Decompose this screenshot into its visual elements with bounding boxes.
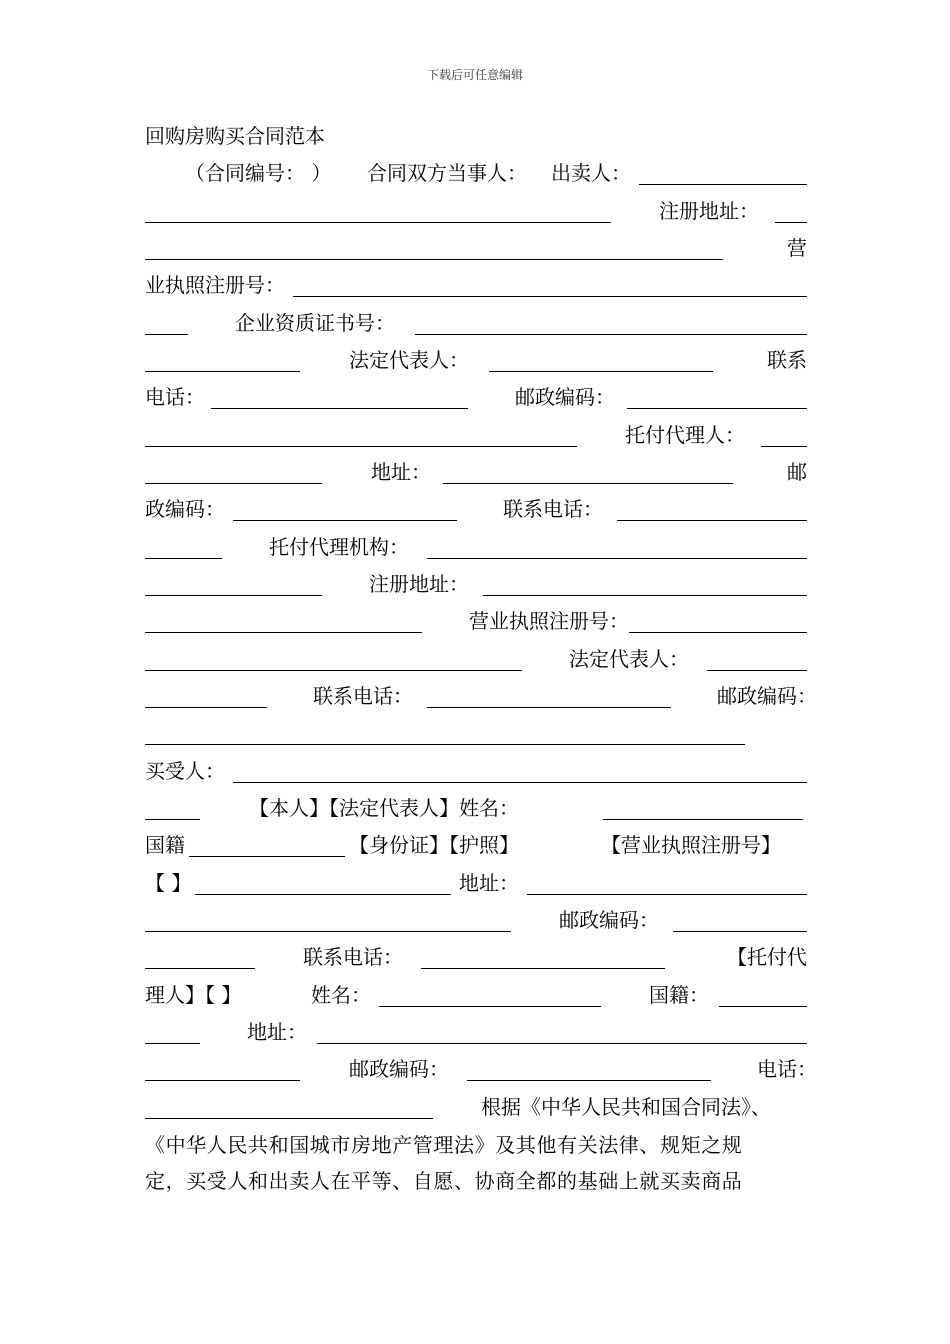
buyer-agent-nationality-blank-cont[interactable] [145, 1043, 200, 1044]
buyer-blank[interactable] [233, 782, 807, 783]
address-blank[interactable] [443, 483, 733, 484]
parties-label: 合同双方当事人： [367, 161, 527, 185]
contact-phone-blank-cont[interactable] [145, 558, 222, 559]
form-line [145, 793, 807, 823]
buyer-agent-label-end: 理人】【 】 [145, 983, 242, 1007]
buyer-phone-blank[interactable] [421, 968, 665, 969]
license-label: 业执照注册号： [145, 273, 285, 297]
form-line [145, 868, 807, 898]
buyer-license-label: 【营业执照注册号】 [601, 833, 781, 857]
form-line [145, 494, 807, 524]
agency-legal-rep-label: 法定代表人： [569, 647, 689, 671]
body-line [145, 1130, 807, 1160]
contact-phone-label: 联系电话： [503, 497, 603, 521]
form-line [145, 270, 807, 300]
buyer-phone-label: 联系电话： [303, 945, 403, 969]
form-line [145, 644, 807, 674]
contract-title: 回购房购买合同范本 [145, 124, 325, 148]
body-text: 定，买受人和出卖人在平等、自愿、协商全都的基础上就买卖商品 [145, 1169, 743, 1193]
form-line [145, 569, 807, 599]
form-line [145, 756, 807, 786]
agency-reg-address-blank-cont[interactable] [145, 632, 422, 633]
agency-postcode-blank[interactable] [145, 744, 745, 745]
agency-reg-address-label: 注册地址： [369, 572, 469, 596]
postcode-blank-cont[interactable] [145, 446, 577, 447]
form-line [145, 345, 807, 375]
agency-blank[interactable] [427, 558, 807, 559]
form-line [145, 606, 807, 636]
agency-license-blank[interactable] [629, 632, 807, 633]
form-line [145, 196, 807, 226]
blank-bracket: 【 】 [145, 871, 192, 895]
form-line [145, 942, 807, 972]
postcode-blank[interactable] [627, 408, 807, 409]
license-blank-cont[interactable] [145, 334, 188, 335]
buyer-agent-postcode-label: 邮政编码： [349, 1057, 449, 1081]
buyer-agent-address-label: 地址： [247, 1020, 307, 1044]
postcode-label: 邮政编码： [515, 385, 615, 409]
agency-blank-cont[interactable] [145, 595, 322, 596]
agency-legal-rep-blank[interactable] [707, 670, 807, 671]
contact-phone-blank[interactable] [617, 520, 807, 521]
reg-address-blank-cont[interactable] [145, 259, 723, 260]
buyer-agent-postcode-blank[interactable] [467, 1080, 711, 1081]
buyer-agent-nationality-blank[interactable] [719, 1006, 807, 1007]
form-line [145, 681, 817, 711]
form-line [145, 1092, 807, 1122]
buyer-postcode-blank-cont[interactable] [145, 968, 255, 969]
agency-phone-blank[interactable] [427, 707, 671, 708]
agent-blank[interactable] [761, 446, 807, 447]
nationality-label: 国籍 [145, 833, 185, 857]
buyer-label: 买受人： [145, 759, 225, 783]
form-line [145, 158, 807, 188]
buyer-name-blank[interactable] [603, 819, 803, 820]
buyer-postcode-blank[interactable] [673, 931, 807, 932]
form-line [145, 830, 807, 860]
buyer-agent-phone-label: 电话： [757, 1057, 817, 1081]
qualification-blank[interactable] [415, 334, 807, 335]
body-text: 根据《中华人民共和国合同法》、 [481, 1095, 771, 1119]
id-number-blank[interactable] [195, 894, 451, 895]
phone-label: 电话： [145, 385, 205, 409]
buyer-address-label: 地址： [459, 871, 519, 895]
seller-name-blank[interactable] [639, 184, 807, 185]
buyer-postcode-label: 邮政编码： [559, 908, 659, 932]
postcode-label-end: 政编码： [145, 497, 225, 521]
form-line [145, 532, 807, 562]
reg-address-blank[interactable] [775, 222, 807, 223]
reg-address-label: 注册地址： [659, 199, 759, 223]
buyer-agent-nationality-label: 国籍： [649, 983, 709, 1007]
id-type-label: 【身份证】【护照】 [349, 833, 519, 857]
form-line [145, 1017, 807, 1047]
agency-reg-address-blank[interactable] [483, 595, 807, 596]
address-label: 地址： [371, 460, 431, 484]
qualification-blank-cont[interactable] [145, 371, 300, 372]
buyer-agent-label-start: 【托付代 [727, 945, 807, 969]
qualification-label: 企业资质证书号： [235, 311, 395, 335]
buyer-self-name-label: 【本人】【法定代表人】姓名： [249, 796, 519, 820]
form-line [145, 233, 807, 263]
postcode-label-start: 邮 [787, 460, 807, 484]
phone-blank[interactable] [211, 408, 468, 409]
license-blank[interactable] [293, 296, 807, 297]
agency-license-blank-cont[interactable] [145, 670, 522, 671]
agent-label: 托付代理人： [625, 423, 745, 447]
contact-label-start: 联系 [767, 348, 807, 372]
legal-rep-label: 法定代表人： [349, 348, 469, 372]
body-line [145, 1166, 807, 1196]
agency-label: 托付代理机构： [269, 535, 409, 559]
contract-title-line [145, 121, 807, 151]
buyer-address-blank-cont[interactable] [145, 931, 511, 932]
legal-rep-blank[interactable] [489, 371, 713, 372]
form-line [145, 382, 807, 412]
seller-label: 出卖人： [551, 161, 631, 185]
form-line [145, 1054, 817, 1084]
form-line [145, 308, 807, 338]
buyer-agent-phone-blank[interactable] [145, 1118, 433, 1119]
page-header: 下载后可任意编辑 [426, 68, 523, 82]
agency-license-label: 营业执照注册号： [469, 609, 629, 633]
agency-phone-label: 联系电话： [313, 684, 413, 708]
buyer-address-blank[interactable] [527, 894, 807, 895]
body-text: 《中华人民共和国城市房地产管理法》及其他有关法律、规矩之规 [145, 1133, 743, 1157]
form-line [145, 718, 807, 748]
agent-blank-cont[interactable] [145, 483, 322, 484]
contract-number-label: （合同编号： ） [185, 161, 332, 185]
form-line [145, 905, 807, 935]
buyer-agent-address-blank[interactable] [317, 1043, 807, 1044]
buyer-agent-address-blank-cont[interactable] [145, 1080, 300, 1081]
license-label-start: 营 [787, 236, 807, 260]
buyer-agent-name-label: 姓名： [311, 983, 371, 1007]
agency-legal-rep-blank-cont[interactable] [145, 707, 267, 708]
buyer-blank-cont[interactable] [145, 819, 200, 820]
agency-postcode-label: 邮政编码： [717, 684, 817, 708]
nationality-blank[interactable] [189, 856, 345, 857]
form-line [145, 457, 807, 487]
form-line [145, 980, 807, 1010]
postcode-blank-2[interactable] [233, 520, 457, 521]
seller-name-blank-cont[interactable] [145, 222, 611, 223]
buyer-agent-name-blank[interactable] [379, 1006, 601, 1007]
form-line [145, 420, 807, 450]
